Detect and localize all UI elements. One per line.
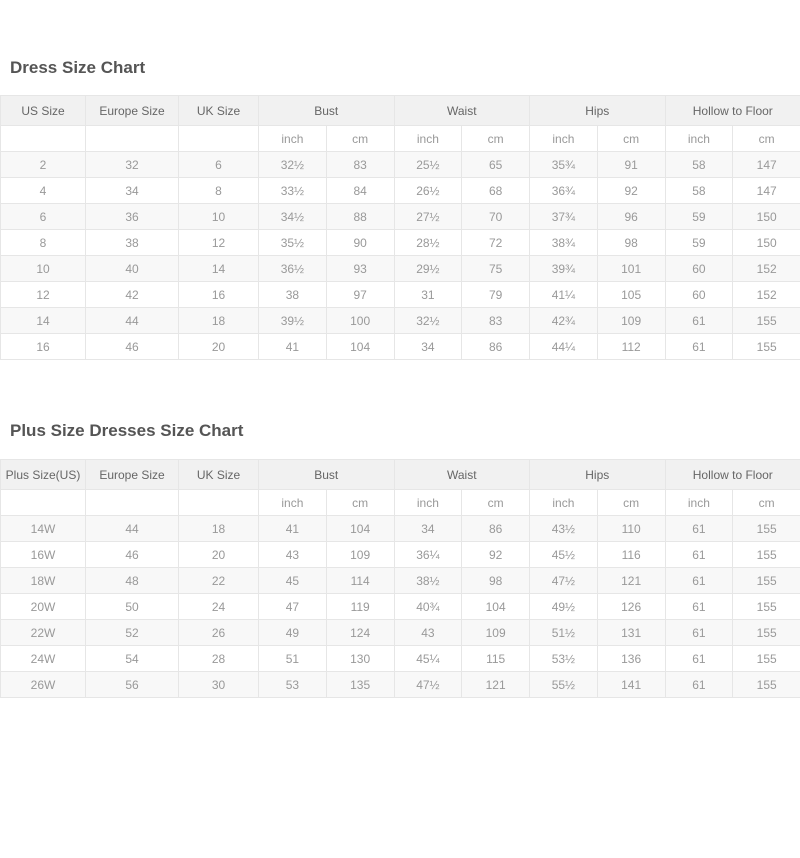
size-cell: 104 (462, 594, 530, 620)
size-cell: 104 (326, 334, 394, 360)
size-cell: 68 (462, 178, 530, 204)
unit-label-inch: inch (665, 490, 733, 516)
size-cell: 72 (462, 230, 530, 256)
size-cell: 51½ (530, 620, 598, 646)
size-cell: 152 (733, 282, 800, 308)
table-row (1, 178, 800, 204)
size-cell: 34½ (259, 204, 327, 230)
size-cell: 30 (179, 672, 259, 698)
column-header-waist: Waist (394, 460, 530, 490)
size-cell: 155 (733, 542, 800, 568)
size-cell: 126 (597, 594, 665, 620)
column-header-us-size: US Size (1, 96, 86, 126)
size-cell: 141 (597, 672, 665, 698)
size-cell: 53½ (530, 646, 598, 672)
column-header-bust: Bust (259, 460, 395, 490)
size-cell: 47½ (530, 568, 598, 594)
unit-label-inch: inch (259, 126, 327, 152)
size-cell: 6 (1, 204, 86, 230)
size-cell: 40¾ (394, 594, 462, 620)
size-cell: 26 (179, 620, 259, 646)
size-cell: 155 (733, 334, 800, 360)
size-cell: 155 (733, 568, 800, 594)
size-cell: 70 (462, 204, 530, 230)
size-cell: 36¾ (530, 178, 598, 204)
size-cell: 47 (259, 594, 327, 620)
size-cell: 53 (259, 672, 327, 698)
size-cell: 114 (326, 568, 394, 594)
size-cell: 20 (179, 334, 259, 360)
size-cell: 46 (86, 334, 179, 360)
table-row (1, 152, 800, 178)
size-cell: 121 (462, 672, 530, 698)
size-cell: 61 (665, 620, 733, 646)
table-row (1, 620, 800, 646)
size-cell: 14 (1, 308, 86, 334)
unit-label-cm: cm (326, 126, 394, 152)
size-cell: 93 (326, 256, 394, 282)
size-cell: 97 (326, 282, 394, 308)
size-cell: 8 (179, 178, 259, 204)
size-cell: 88 (326, 204, 394, 230)
unit-label-inch: inch (394, 126, 462, 152)
size-cell: 112 (597, 334, 665, 360)
unit-label-cm: cm (733, 490, 800, 516)
size-cell: 42 (86, 282, 179, 308)
size-cell: 34 (86, 178, 179, 204)
empty-cell (86, 126, 179, 152)
size-cell: 61 (665, 542, 733, 568)
size-cell: 61 (665, 646, 733, 672)
size-cell: 37¾ (530, 204, 598, 230)
table-row (1, 542, 800, 568)
size-cell: 18 (179, 516, 259, 542)
column-header-hips: Hips (530, 460, 666, 490)
size-cell: 27½ (394, 204, 462, 230)
table-row (1, 256, 800, 282)
size-cell: 38 (86, 230, 179, 256)
size-cell: 155 (733, 672, 800, 698)
size-cell: 14 (179, 256, 259, 282)
header-row (1, 96, 800, 126)
size-cell: 135 (326, 672, 394, 698)
size-cell: 32½ (394, 308, 462, 334)
size-cell: 20 (179, 542, 259, 568)
size-cell: 61 (665, 334, 733, 360)
size-cell: 16 (179, 282, 259, 308)
size-cell: 18 (179, 308, 259, 334)
size-cell: 105 (597, 282, 665, 308)
size-cell: 58 (665, 152, 733, 178)
size-cell: 121 (597, 568, 665, 594)
size-cell: 34 (394, 516, 462, 542)
unit-label-inch: inch (665, 126, 733, 152)
size-cell: 8 (1, 230, 86, 256)
size-cell: 31 (394, 282, 462, 308)
size-cell: 35¾ (530, 152, 598, 178)
size-cell: 40 (86, 256, 179, 282)
size-cell: 49½ (530, 594, 598, 620)
table-row (1, 646, 800, 672)
size-cell: 18W (1, 568, 86, 594)
unit-label-cm: cm (462, 490, 530, 516)
size-cell: 43 (394, 620, 462, 646)
size-cell: 61 (665, 568, 733, 594)
size-cell: 92 (597, 178, 665, 204)
column-header-hollow-to-floor: Hollow to Floor (665, 460, 800, 490)
column-header-bust: Bust (259, 96, 395, 126)
size-cell: 41¼ (530, 282, 598, 308)
size-cell: 92 (462, 542, 530, 568)
table-row (1, 594, 800, 620)
size-cell: 49 (259, 620, 327, 646)
size-cell: 155 (733, 594, 800, 620)
size-cell: 61 (665, 594, 733, 620)
size-cell: 45 (259, 568, 327, 594)
size-cell: 45¼ (394, 646, 462, 672)
size-cell: 55½ (530, 672, 598, 698)
table-row (1, 516, 800, 542)
size-cell: 109 (326, 542, 394, 568)
size-cell: 48 (86, 568, 179, 594)
size-cell: 152 (733, 256, 800, 282)
column-header-hips: Hips (530, 96, 666, 126)
size-cell: 51 (259, 646, 327, 672)
empty-cell (1, 490, 86, 516)
size-cell: 54 (86, 646, 179, 672)
unit-label-cm: cm (462, 126, 530, 152)
size-cell: 59 (665, 230, 733, 256)
size-cell: 6 (179, 152, 259, 178)
unit-row (1, 126, 800, 152)
size-cell: 42¾ (530, 308, 598, 334)
size-cell: 60 (665, 256, 733, 282)
unit-label-cm: cm (326, 490, 394, 516)
unit-label-inch: inch (530, 126, 598, 152)
size-cell: 101 (597, 256, 665, 282)
size-cell: 58 (665, 178, 733, 204)
size-cell: 131 (597, 620, 665, 646)
table-row (1, 308, 800, 334)
dress-size-chart-title: Dress Size Chart (0, 58, 800, 78)
size-cell: 12 (1, 282, 86, 308)
size-cell: 22W (1, 620, 86, 646)
size-cell: 50 (86, 594, 179, 620)
size-cell: 44 (86, 516, 179, 542)
unit-label-inch: inch (530, 490, 598, 516)
size-cell: 61 (665, 516, 733, 542)
table-row (1, 204, 800, 230)
size-cell: 75 (462, 256, 530, 282)
size-cell: 115 (462, 646, 530, 672)
size-cell: 116 (597, 542, 665, 568)
size-cell: 124 (326, 620, 394, 646)
size-cell: 29½ (394, 256, 462, 282)
size-cell: 43½ (530, 516, 598, 542)
size-cell: 100 (326, 308, 394, 334)
table-row (1, 282, 800, 308)
size-cell: 155 (733, 516, 800, 542)
size-cell: 98 (462, 568, 530, 594)
size-cell: 38¾ (530, 230, 598, 256)
column-header-hollow-to-floor: Hollow to Floor (665, 96, 800, 126)
size-cell: 136 (597, 646, 665, 672)
size-cell: 104 (326, 516, 394, 542)
size-cell: 155 (733, 620, 800, 646)
column-header-uk-size: UK Size (179, 96, 259, 126)
size-cell: 86 (462, 516, 530, 542)
header-row (1, 460, 800, 490)
size-cell: 59 (665, 204, 733, 230)
size-cell: 83 (326, 152, 394, 178)
empty-cell (179, 126, 259, 152)
size-cell: 25½ (394, 152, 462, 178)
table-row (1, 334, 800, 360)
size-cell: 39½ (259, 308, 327, 334)
size-cell: 90 (326, 230, 394, 256)
size-cell: 20W (1, 594, 86, 620)
table-row (1, 568, 800, 594)
size-cell: 109 (462, 620, 530, 646)
unit-row (1, 490, 800, 516)
size-cell: 110 (597, 516, 665, 542)
plus-size-chart-table (0, 459, 800, 698)
table-row (1, 672, 800, 698)
unit-label-cm: cm (597, 490, 665, 516)
dress-size-chart-table (0, 95, 800, 360)
size-cell: 91 (597, 152, 665, 178)
size-cell: 86 (462, 334, 530, 360)
size-cell: 41 (259, 516, 327, 542)
size-cell: 52 (86, 620, 179, 646)
size-cell: 56 (86, 672, 179, 698)
size-cell: 39¾ (530, 256, 598, 282)
size-cell: 46 (86, 542, 179, 568)
size-cell: 60 (665, 282, 733, 308)
unit-label-cm: cm (597, 126, 665, 152)
size-cell: 61 (665, 308, 733, 334)
size-cell: 12 (179, 230, 259, 256)
size-cell: 2 (1, 152, 86, 178)
empty-cell (179, 490, 259, 516)
column-header-europe-size: Europe Size (86, 96, 179, 126)
size-cell: 147 (733, 178, 800, 204)
size-cell: 33½ (259, 178, 327, 204)
size-cell: 155 (733, 646, 800, 672)
size-cell: 150 (733, 230, 800, 256)
size-cell: 44¼ (530, 334, 598, 360)
size-cell: 47½ (394, 672, 462, 698)
size-cell: 14W (1, 516, 86, 542)
size-cell: 130 (326, 646, 394, 672)
column-header-uk-size: UK Size (179, 460, 259, 490)
empty-cell (1, 126, 86, 152)
size-cell: 26W (1, 672, 86, 698)
size-cell: 45½ (530, 542, 598, 568)
size-cell: 155 (733, 308, 800, 334)
unit-label-inch: inch (259, 490, 327, 516)
empty-cell (86, 490, 179, 516)
size-cell: 26½ (394, 178, 462, 204)
size-cell: 32 (86, 152, 179, 178)
size-cell: 24 (179, 594, 259, 620)
size-cell: 43 (259, 542, 327, 568)
size-cell: 150 (733, 204, 800, 230)
size-cell: 16W (1, 542, 86, 568)
column-header-waist: Waist (394, 96, 530, 126)
size-cell: 36 (86, 204, 179, 230)
unit-label-inch: inch (394, 490, 462, 516)
size-cell: 22 (179, 568, 259, 594)
size-cell: 98 (597, 230, 665, 256)
size-cell: 28 (179, 646, 259, 672)
size-cell: 83 (462, 308, 530, 334)
plus-size-table-body (1, 516, 800, 698)
size-cell: 65 (462, 152, 530, 178)
size-cell: 41 (259, 334, 327, 360)
size-cell: 35½ (259, 230, 327, 256)
table-row (1, 230, 800, 256)
size-cell: 34 (394, 334, 462, 360)
column-header-europe-size: Europe Size (86, 460, 179, 490)
column-header-plus-size-us: Plus Size(US) (1, 460, 86, 490)
size-cell: 61 (665, 672, 733, 698)
size-cell: 38 (259, 282, 327, 308)
plus-size-chart-title: Plus Size Dresses Size Chart (0, 421, 800, 441)
size-cell: 147 (733, 152, 800, 178)
size-cell: 24W (1, 646, 86, 672)
size-cell: 16 (1, 334, 86, 360)
dress-size-table-body (1, 152, 800, 360)
size-cell: 109 (597, 308, 665, 334)
size-cell: 10 (179, 204, 259, 230)
size-cell: 4 (1, 178, 86, 204)
size-cell: 79 (462, 282, 530, 308)
size-cell: 44 (86, 308, 179, 334)
size-cell: 96 (597, 204, 665, 230)
size-cell: 119 (326, 594, 394, 620)
size-cell: 10 (1, 256, 86, 282)
size-cell: 36½ (259, 256, 327, 282)
unit-label-cm: cm (733, 126, 800, 152)
size-cell: 36¼ (394, 542, 462, 568)
size-cell: 32½ (259, 152, 327, 178)
size-cell: 28½ (394, 230, 462, 256)
size-cell: 38½ (394, 568, 462, 594)
size-cell: 84 (326, 178, 394, 204)
